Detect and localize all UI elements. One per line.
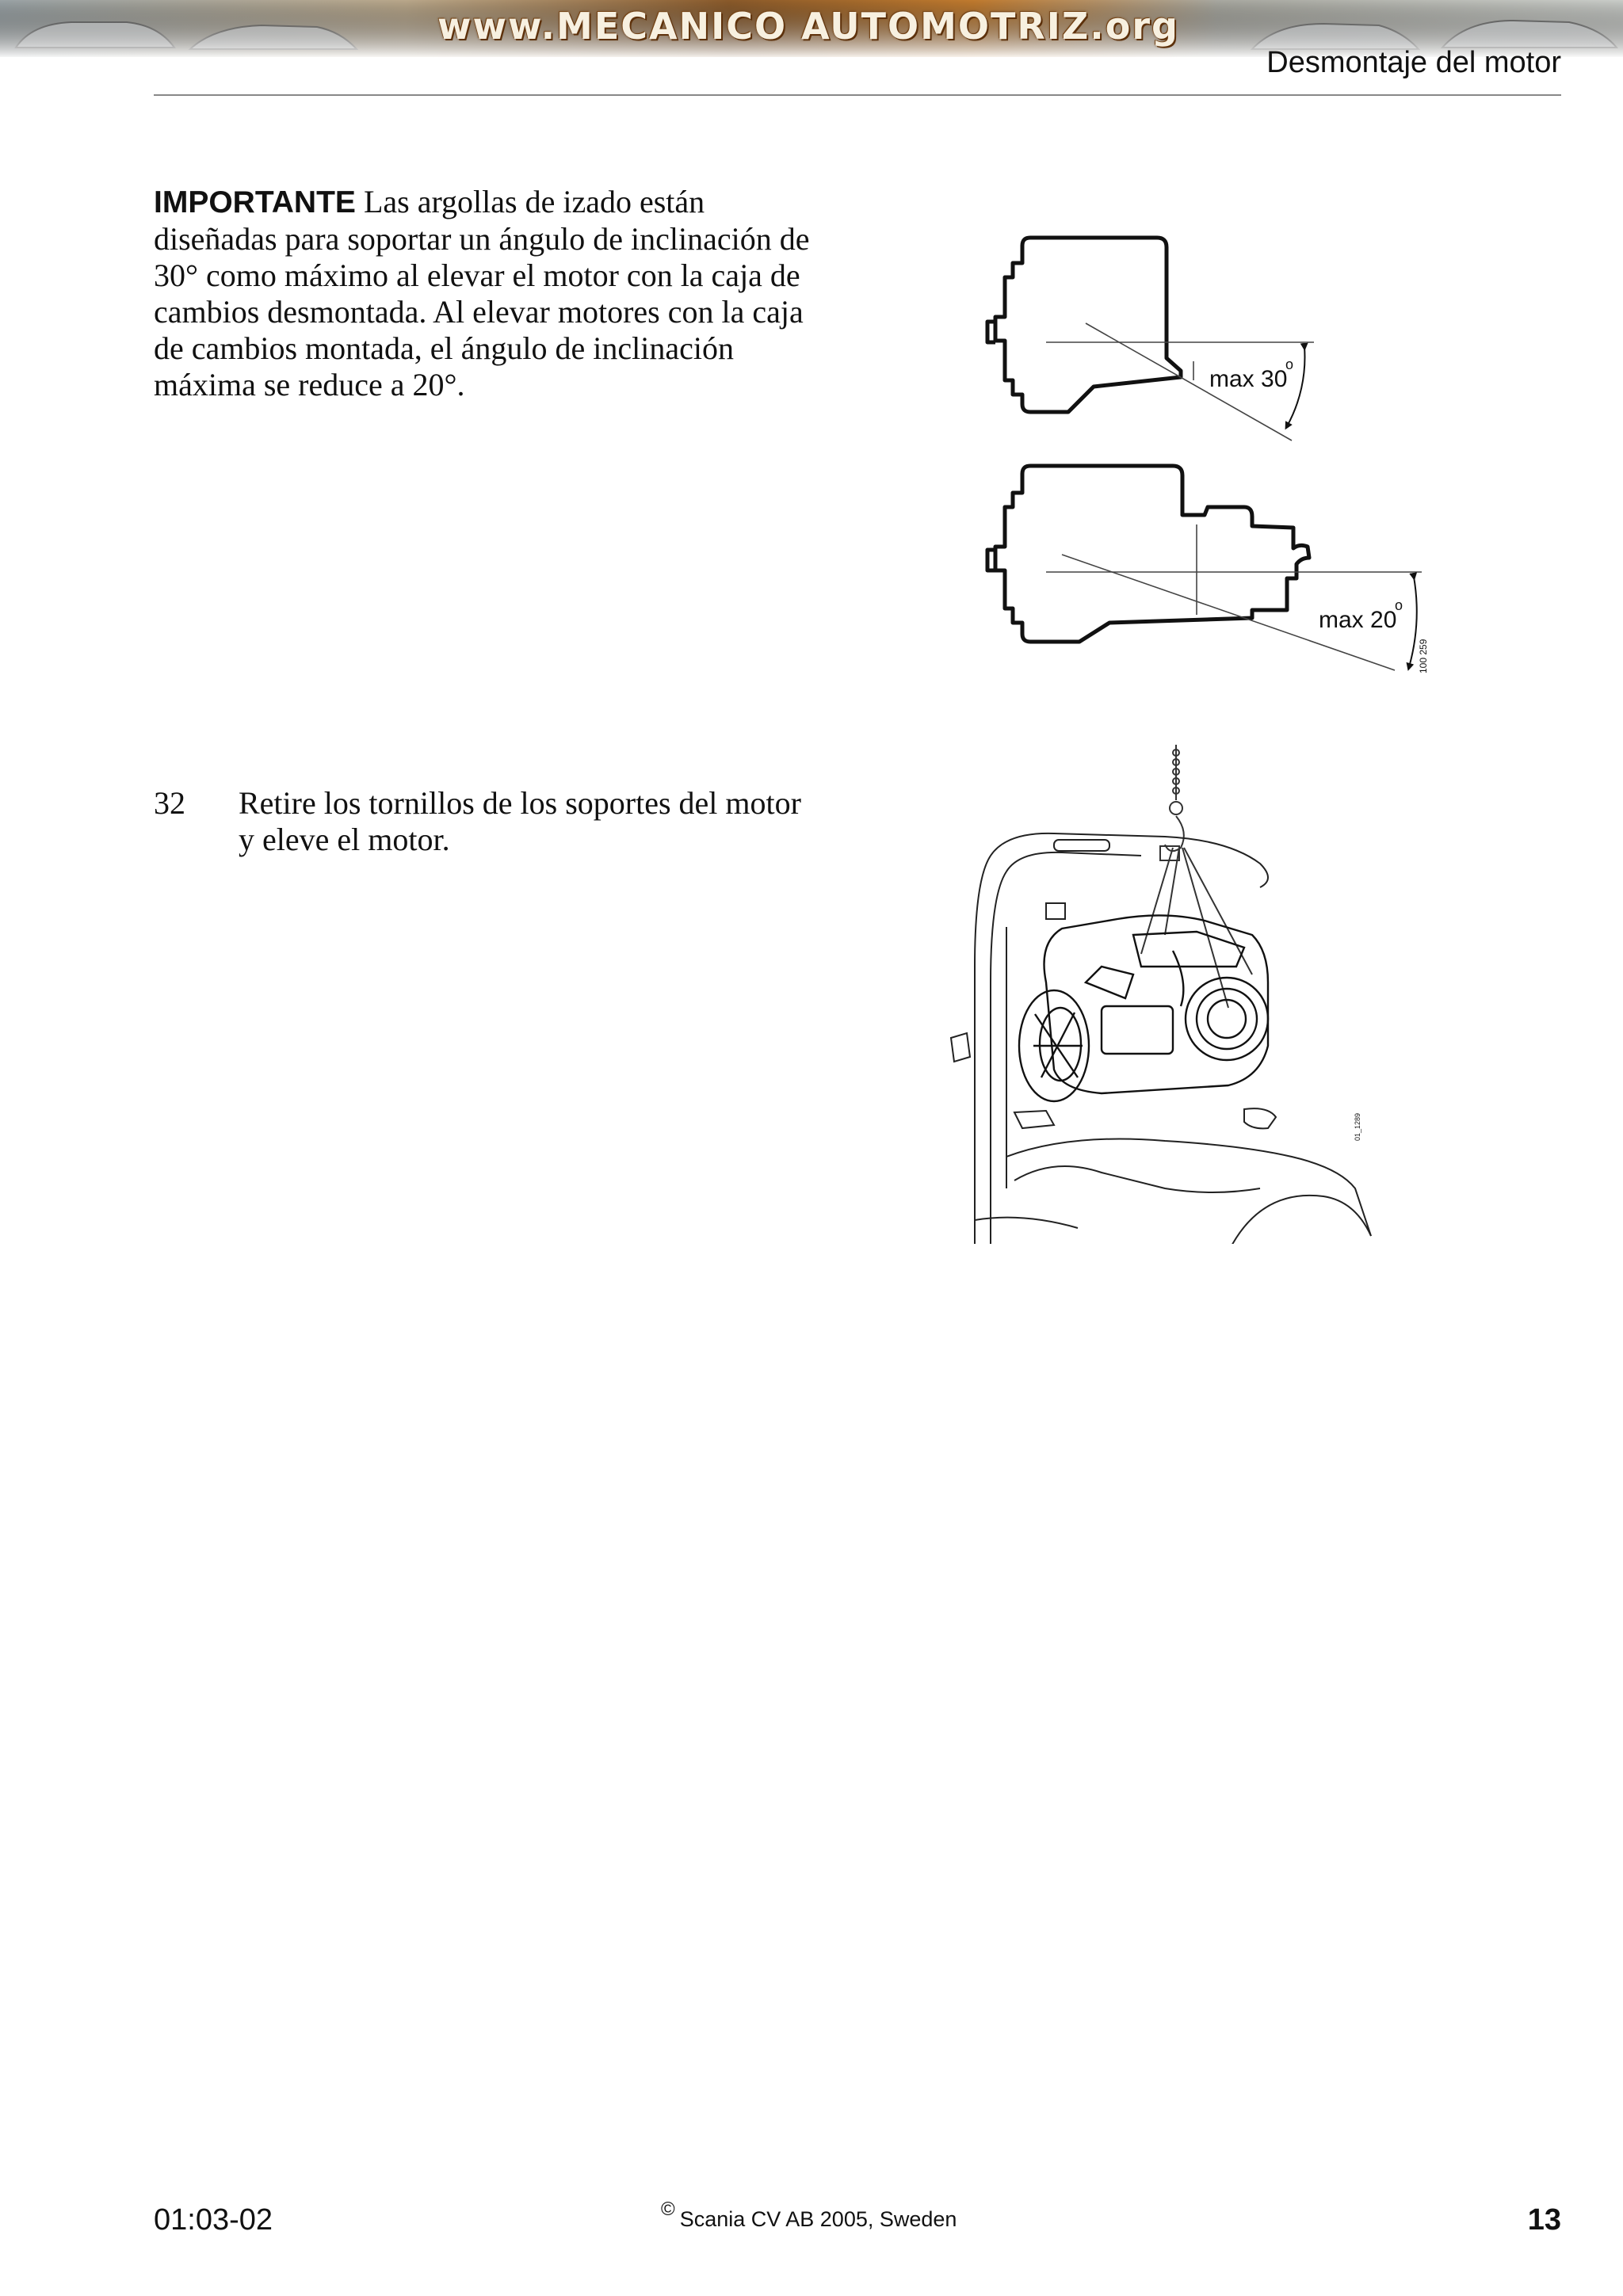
degree-symbol-20: o	[1395, 597, 1403, 613]
copyright-text: Scania CV AB 2005, Sweden	[679, 2207, 957, 2231]
truck-cab	[951, 833, 1371, 1244]
copyright-notice	[661, 2199, 957, 2232]
degree-symbol-30: o	[1285, 357, 1294, 372]
important-note	[154, 184, 812, 403]
document-code: 01:03-02	[154, 2203, 273, 2237]
angle-lines-20	[1046, 524, 1422, 670]
step-number: 32	[154, 785, 185, 821]
max-30-label: max 30	[1209, 366, 1288, 392]
engine-outline-30	[987, 238, 1181, 412]
tilt-angle-diagram	[983, 222, 1442, 697]
angle-arc-20	[1409, 577, 1417, 667]
copyright-symbol: ©	[661, 2199, 675, 2220]
figure-reference-number-2: 01_1289	[1354, 1112, 1361, 1141]
important-text: Las argollas de izado están diseñadas para soportar un ángulo de inclinación de 30° como máximo al elevar el motor con la caja de cambios desmontada. Al elevar motores con la caja de cambios montada, el ángulo de inclinación máxima se reduce a 20°.	[154, 184, 810, 402]
header-divider	[154, 94, 1561, 96]
important-keyword: IMPORTANTE	[154, 185, 356, 219]
site-banner-text: www.MECANICO AUTOMOTRIZ.org	[437, 5, 1179, 48]
lifting-chain	[1141, 745, 1252, 1008]
page-number: 13	[1527, 2203, 1561, 2237]
figure-reference-number: 100 259	[1418, 639, 1429, 673]
section-title: Desmontaje del motor	[1266, 46, 1561, 79]
engine-gearbox-outline-20	[987, 466, 1309, 642]
step-instruction: Retire los tornillos de los soportes del motor y eleve el motor.	[239, 785, 801, 857]
max-20-label: max 20	[1319, 607, 1397, 633]
engine-lifting-illustration	[927, 745, 1395, 1244]
